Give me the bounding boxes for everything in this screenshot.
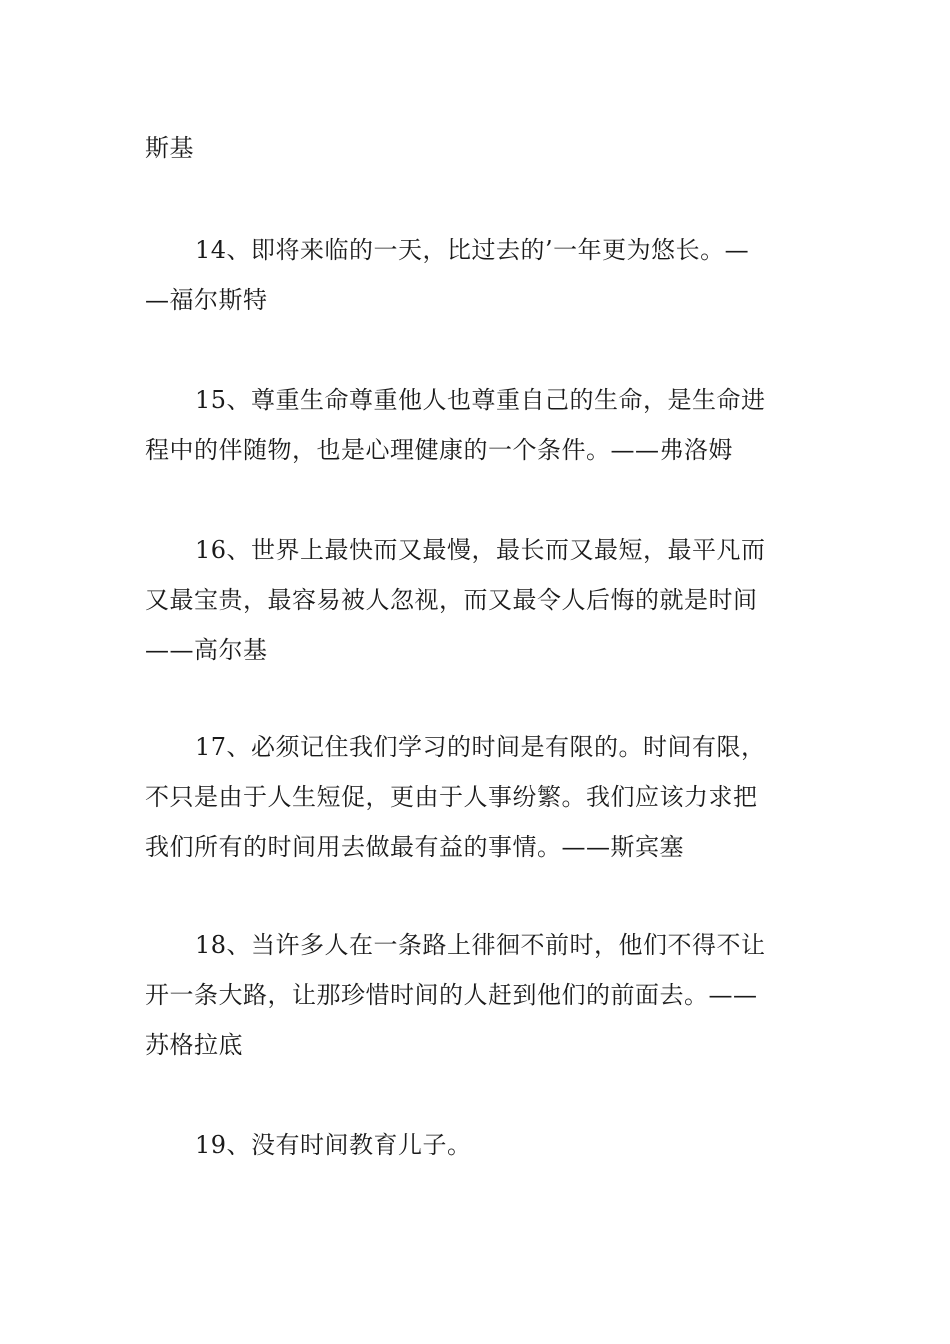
continuation-text: 斯基 [145, 134, 194, 162]
quote-line: 17、必须记住我们学习的时间是有限的。时间有限， [195, 733, 766, 761]
quote-line: 苏格拉底 [145, 1031, 243, 1059]
quote-line: 15、尊重生命尊重他人也尊重自己的生命，是生命进 [195, 386, 766, 414]
quote-line: 我们所有的时间用去做最有益的事情。——斯宾塞 [145, 833, 684, 861]
quote-line: ——高尔基 [145, 636, 268, 664]
quote-line: 又最宝贵，最容易被人忽视，而又最令人后悔的就是时间 [145, 586, 758, 614]
quote-line: 16、世界上最快而又最慢，最长而又最短，最平凡而 [195, 536, 766, 564]
quote-line: —福尔斯特 [145, 286, 268, 314]
quote-line: 14、即将来临的一天，比过去的’一年更为悠长。— [195, 236, 750, 264]
quote-line: 开一条大路，让那珍惜时间的人赶到他们的前面去。—— [145, 981, 758, 1009]
quote-line: 19、没有时间教育儿子。 [195, 1131, 472, 1159]
quote-line: 18、当许多人在一条路上徘徊不前时，他们不得不让 [195, 931, 766, 959]
quote-line: 程中的伴随物，也是心理健康的一个条件。——弗洛姆 [145, 436, 733, 464]
quote-line: 不只是由于人生短促，更由于人事纷繁。我们应该力求把 [145, 783, 758, 811]
